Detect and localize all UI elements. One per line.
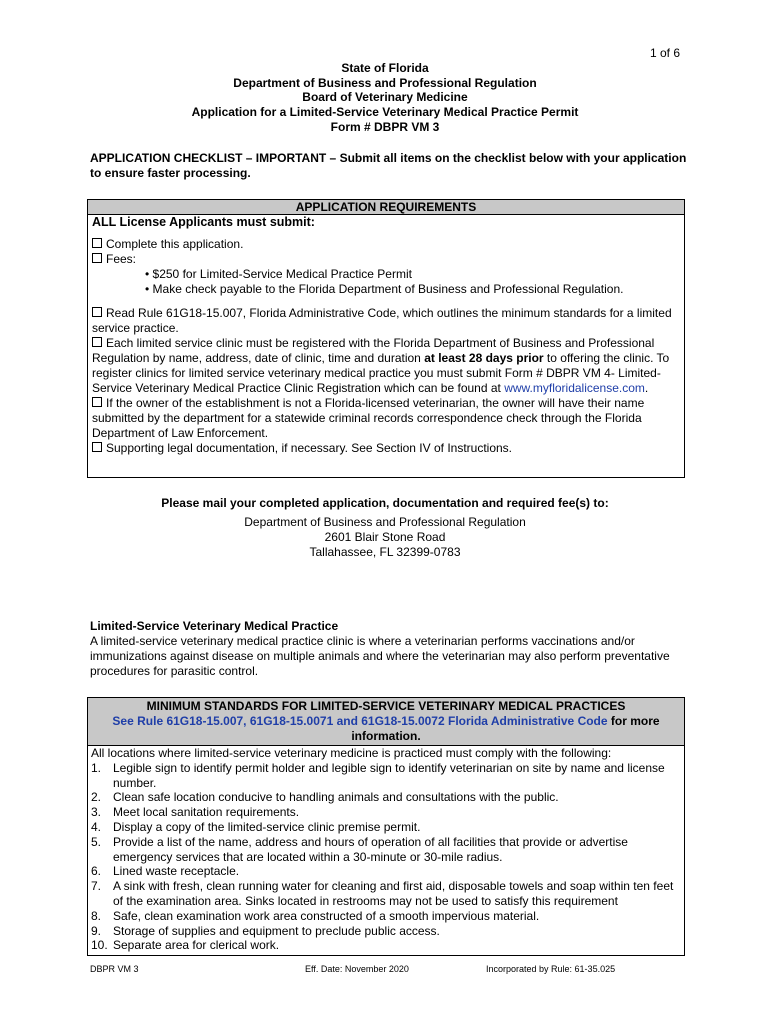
address-street: 2601 Blair Stone Road	[324, 530, 446, 544]
checkbox-icon	[92, 238, 102, 248]
checklist-item-fees: Fees:	[92, 252, 680, 267]
address-city: Tallahassee, FL 32399-0783	[309, 545, 461, 559]
header-form-number: Form # DBPR VM 3	[330, 119, 440, 134]
fee-bullet-payable: • Make check payable to the Florida Department of Business and Professional Regulation.	[145, 282, 624, 296]
list-item: 8. Safe, clean examination work area constructed of a smooth impervious material.	[91, 908, 540, 923]
address-department: Department of Business and Professional Regulation	[244, 515, 526, 529]
checklist-item-complete: Complete this application.	[92, 237, 680, 252]
requirements-subheading: ALL License Applicants must submit:	[92, 215, 315, 229]
application-requirements-heading: APPLICATION REQUIREMENTS	[88, 200, 684, 215]
limited-service-title: Limited-Service Veterinary Medical Practice	[90, 619, 339, 633]
checkbox-icon	[92, 253, 102, 263]
checkbox-icon	[92, 307, 102, 317]
checklist-item-clinic-registration: Each limited service clinic must be registered with the Florida Department of Business and Professional Regulation by name, address, date of clinic, time and duration at least 28 days prior to offering the clinic. To register clinics for limited service veterinary medical practice you must submit Form # DBPR VM 4- Limited-Service Veterinary Medical Practice Clinic Registration which can be found at www.myfloridalicense.com.	[92, 336, 670, 395]
list-item: 10. Separate area for clerical work.	[91, 938, 280, 953]
list-item: 5. Provide a list of the name, address and hours of operation of all facilities that provide or advertise emergency services that are located within a 30-minute or 30-mile radius.	[91, 834, 628, 864]
myfloridalicense-link[interactable]: www.myfloridalicense.com	[504, 381, 645, 395]
header-board: Board of Veterinary Medicine	[302, 90, 468, 105]
minimum-standards-box	[87, 697, 685, 956]
header-application-title: Application for a Limited-Service Veterinary Medical Practice Permit	[191, 105, 579, 120]
header-state: State of Florida	[341, 61, 429, 75]
application-requirements-body	[88, 215, 684, 456]
rule-reference-link[interactable]: See Rule 61G18-15.007, 61G18-15.0071 and 61G18-15.0072 Florida Administrative Code	[112, 714, 608, 728]
list-item: 4. Display a copy of the limited-service clinic premise permit.	[91, 819, 421, 834]
minimum-standards-heading	[88, 698, 684, 746]
list-item: 7. A sink with fresh, clean running water for cleaning and first aid, disposable towels and soap within ten feet of the examination area. Sinks located in restrooms may not be used to satisfy this requirement	[91, 879, 674, 908]
application-requirements-box	[87, 199, 685, 478]
checklist-intro: APPLICATION CHECKLIST – IMPORTANT – Submit all items on the checklist below with your application to ensure faster processing.	[90, 151, 687, 180]
checklist-item-legal-docs: Supporting legal documentation, if necessary. See Section IV of Instructions.	[92, 441, 680, 456]
list-item: 9. Storage of supplies and equipment to preclude public access.	[91, 923, 440, 938]
footer-rule-reference: Incorporated by Rule: 61-35.025	[486, 964, 616, 974]
list-item: 6. Lined waste receptacle.	[91, 864, 240, 879]
checkbox-icon	[92, 442, 102, 452]
list-item: 2. Clean safe location conducive to handling animals and consultations with the public.	[91, 790, 559, 805]
mailing-address	[90, 515, 680, 560]
limited-service-description: A limited-service veterinary medical practice clinic is where a veterinarian performs vaccinations and/or immunizations against disease on multiple animals and where the veterinarian may also perform preventative procedures for parasitic control.	[90, 634, 670, 678]
mail-instructions-title: Please mail your completed application, documentation and required fee(s) to:	[161, 496, 609, 510]
footer-form-id: DBPR VM 3	[90, 964, 139, 974]
minimum-standards-title: MINIMUM STANDARDS FOR LIMITED-SERVICE VETERINARY MEDICAL PRACTICES	[146, 699, 626, 713]
list-item: 3. Meet local sanitation requirements.	[91, 805, 300, 820]
limited-service-section	[90, 619, 680, 679]
minimum-standards-body	[88, 746, 684, 953]
form-header	[90, 61, 680, 135]
checklist-item-owner-check: If the owner of the establishment is not a Florida-licensed veterinarian, the owner will have their name submitted by the department for a statewide criminal records correspondence check through the Florida Department of Law Enforcement.	[92, 396, 645, 440]
fee-bullet-amount: • $250 for Limited-Service Medical Practice Permit	[145, 267, 412, 281]
checkbox-icon	[92, 337, 102, 347]
checklist-item-rule: Read Rule 61G18-15.007, Florida Administrative Code, which outlines the minimum standards for a limited service practice.	[92, 306, 672, 335]
minimum-standards-intro: All locations where limited-service veterinary medicine is practiced must comply with the following:	[91, 746, 612, 760]
footer-effective-date: Eff. Date: November 2020	[305, 964, 409, 974]
minimum-standards-rule-ref: See Rule 61G18-15.007, 61G18-15.0071 and 61G18-15.0072 Florida Administrative Code for more information.	[112, 714, 660, 743]
header-department: Department of Business and Professional Regulation	[233, 75, 537, 90]
list-item: 1. Legible sign to identify permit holder and legible sign to identify veterinarian on site by name and license number.	[91, 760, 665, 790]
checkbox-icon	[92, 397, 102, 407]
page-number: 1 of 6	[649, 46, 680, 60]
